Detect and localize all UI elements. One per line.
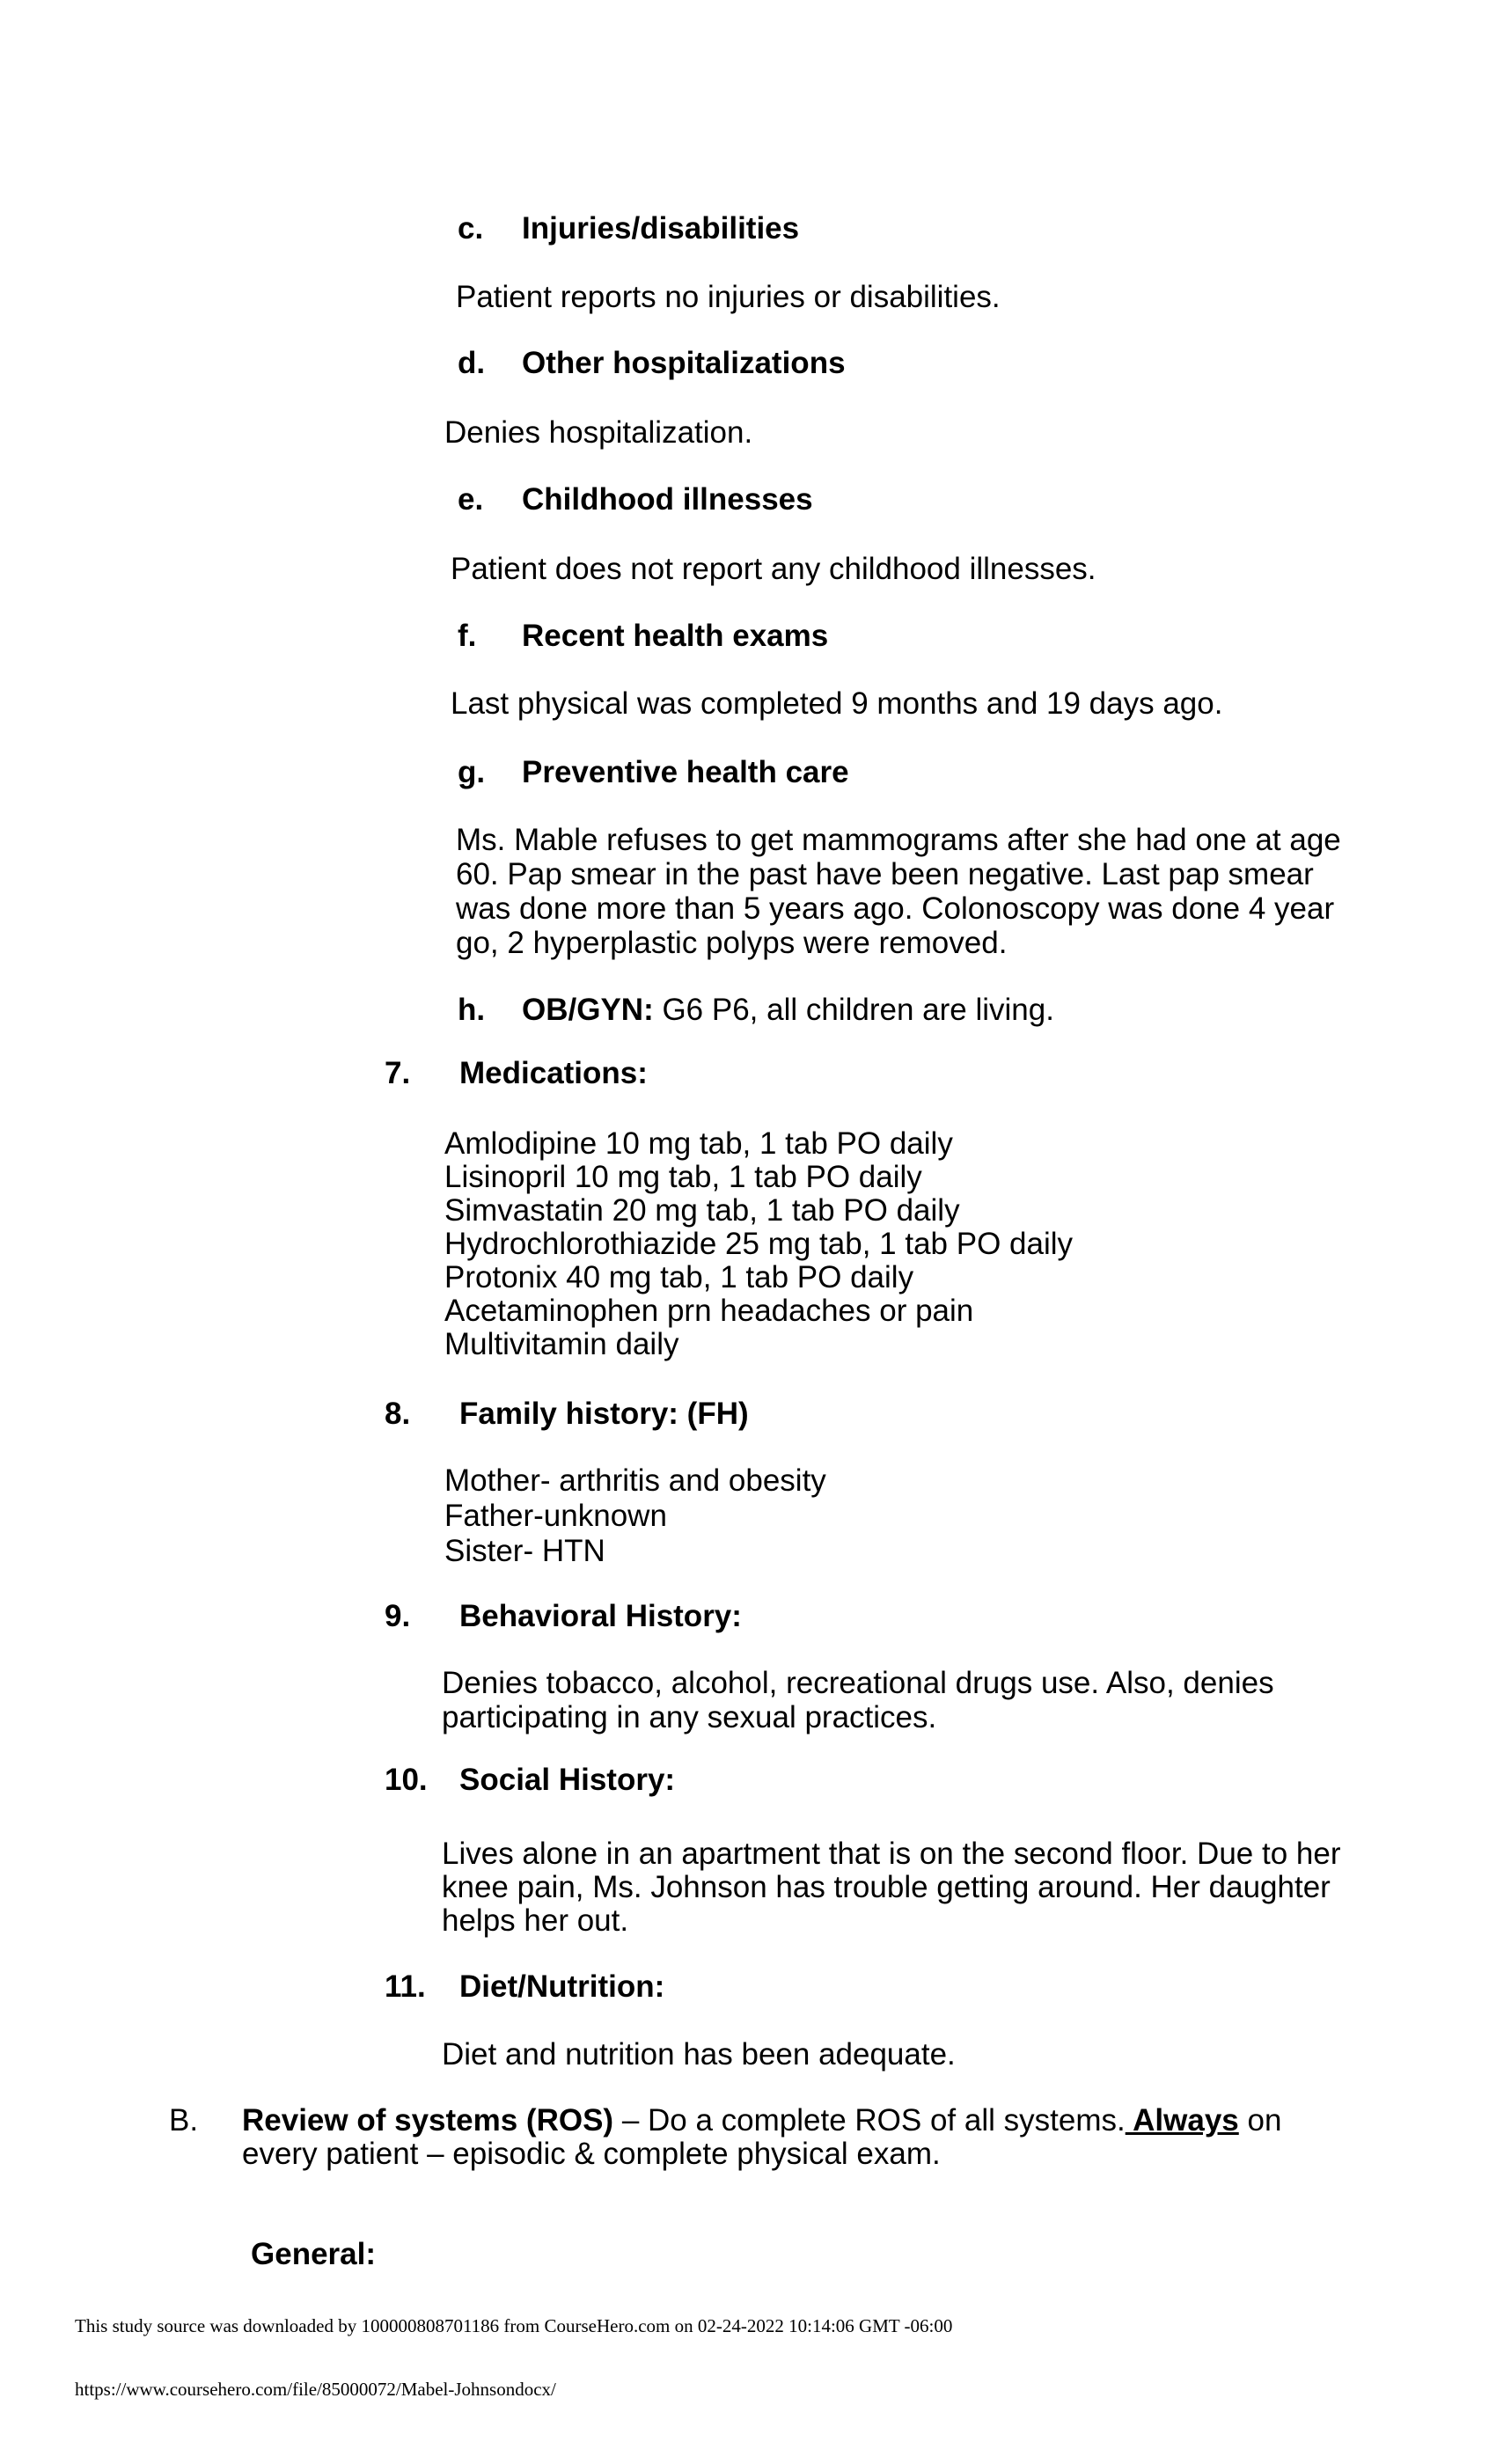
med-item-1: Amlodipine 10 mg tab, 1 tab PO daily [444, 1126, 953, 1161]
social-text-1: Lives alone in an apartment that is on the second floor. Due to her [442, 1837, 1341, 1871]
preventive-text-2: 60. Pap smear in the past have been negative. Last pap smear [456, 857, 1314, 891]
ros-bold-label: Review of systems (ROS) [242, 2103, 614, 2138]
social-text-2: knee pain, Ms. Johnson has trouble getting around. Her daughter [442, 1870, 1331, 1904]
med-item-7: Multivitamin daily [444, 1327, 679, 1361]
section-11-marker: 11. [385, 1969, 426, 2004]
social-line-2 [0, 1869, 1496, 1906]
section-9-marker: 9. [385, 1599, 411, 1633]
ros-line-1 [242, 2102, 1281, 2139]
childhood-paragraph: Patient does not report any childhood illnesses. [451, 552, 1096, 586]
obgyn-line [522, 992, 1054, 1029]
med-list-line-2 [0, 1159, 1496, 1196]
health-exams-paragraph: Last physical was completed 9 months and 19 days ago. [451, 686, 1223, 721]
injuries-paragraph-row [0, 279, 1496, 316]
ros-text: – Do a complete ROS of all systems. [613, 2103, 1126, 2138]
ros-row [0, 2102, 1496, 2139]
subsection-h-marker: h. [458, 993, 486, 1027]
obgyn-text: G6 P6, all children are living. [653, 993, 1054, 1027]
section-10-title: Social History: [459, 1763, 676, 1797]
behavioral-text-2: participating in any sexual practices. [442, 1700, 937, 1734]
behavioral-text-1: Denies tobacco, alcohol, recreational drugs use. Also, denies [442, 1666, 1274, 1700]
subsection-g-marker: g. [458, 755, 486, 789]
family-mother: Mother- arthritis and obesity [444, 1463, 826, 1498]
section-11-row [0, 1969, 1496, 2006]
section-7-marker: 7. [385, 1056, 411, 1090]
med-list-line-1 [0, 1126, 1496, 1162]
subsection-f-row [0, 618, 1496, 655]
subsection-c-title: Injuries/disabilities [522, 211, 800, 246]
med-item-6: Acetaminophen prn headaches or pain [444, 1294, 974, 1328]
social-line-1 [0, 1836, 1496, 1873]
behavioral-line-2 [0, 1699, 1496, 1736]
med-item-4: Hydrochlorothiazide 25 mg tab, 1 tab PO daily [444, 1227, 1073, 1261]
footer-download-notice: This study source was downloaded by 100000808701186 from CourseHero.com on 02-24-2022 10:14:06 GMT -06:00 [75, 2315, 953, 2336]
med-list-line-7 [0, 1326, 1496, 1363]
subsection-f-title: Recent health exams [522, 619, 829, 653]
hospitalizations-paragraph-row [0, 414, 1496, 451]
ros-always-underlined: Always [1125, 2103, 1239, 2138]
med-item-2: Lisinopril 10 mg tab, 1 tab PO daily [444, 1160, 922, 1194]
section-10-marker: 10. [385, 1763, 428, 1797]
social-line-3 [0, 1903, 1496, 1940]
med-list-line-4 [0, 1226, 1496, 1263]
med-item-3: Simvastatin 20 mg tab, 1 tab PO daily [444, 1193, 960, 1228]
med-list-line-5 [0, 1259, 1496, 1296]
section-7-title: Medications: [459, 1056, 648, 1090]
footer-url-row [0, 2378, 1496, 2401]
subsection-g-row [0, 754, 1496, 791]
subsection-f-marker: f. [458, 619, 477, 653]
health-exams-paragraph-row [0, 686, 1496, 722]
hospitalizations-paragraph: Denies hospitalization. [444, 415, 753, 450]
family-history-line-1 [0, 1463, 1496, 1500]
family-history-line-2 [0, 1498, 1496, 1535]
general-heading: General: [251, 2237, 376, 2271]
preventive-line-2 [0, 856, 1496, 893]
section-9-row [0, 1598, 1496, 1635]
obgyn-label: OB/GYN: [522, 993, 654, 1027]
preventive-line-3 [0, 891, 1496, 928]
subsection-e-row [0, 481, 1496, 518]
preventive-line-4 [0, 925, 1496, 962]
preventive-text-1: Ms. Mable refuses to get mammograms after she had one at age [456, 823, 1341, 857]
behavioral-line-1 [0, 1665, 1496, 1702]
subsection-d-row [0, 345, 1496, 382]
footer-download-row [0, 2314, 1496, 2337]
subsection-c-marker: c. [458, 211, 484, 246]
section-10-row [0, 1762, 1496, 1799]
family-history-line-3 [0, 1533, 1496, 1570]
med-list-line-3 [0, 1192, 1496, 1229]
subsection-e-marker: e. [458, 482, 484, 517]
subsection-g-title: Preventive health care [522, 755, 849, 789]
subsection-e-title: Childhood illnesses [522, 482, 813, 517]
ros-line-2: every patient – episodic & complete physical exam. [242, 2137, 941, 2171]
med-item-5: Protonix 40 mg tab, 1 tab PO daily [444, 1260, 914, 1294]
injuries-paragraph: Patient reports no injuries or disabilities. [456, 280, 1001, 314]
general-heading-row [0, 2236, 1496, 2273]
section-11-title: Diet/Nutrition: [459, 1969, 665, 2004]
social-text-3: helps her out. [442, 1903, 629, 1938]
ros-marker: B. [169, 2103, 199, 2138]
section-8-row [0, 1396, 1496, 1433]
ros-text-end: on [1238, 2103, 1282, 2138]
preventive-text-3: was done more than 5 years ago. Colonoscopy was done 4 year [456, 891, 1335, 926]
preventive-line-1 [0, 822, 1496, 859]
diet-paragraph: Diet and nutrition has been adequate. [442, 2037, 956, 2072]
section-8-marker: 8. [385, 1397, 411, 1431]
preventive-text-4: go, 2 hyperplastic polyps were removed. [456, 926, 1008, 960]
section-7-row [0, 1055, 1496, 1092]
childhood-paragraph-row [0, 551, 1496, 588]
subsection-d-marker: d. [458, 346, 486, 380]
diet-paragraph-row [0, 2036, 1496, 2073]
family-sister: Sister- HTN [444, 1534, 605, 1568]
footer-source-url: https://www.coursehero.com/file/85000072/Mabel-Johnsondocx/ [75, 2379, 556, 2400]
subsection-d-title: Other hospitalizations [522, 346, 846, 380]
subsection-c-row [0, 210, 1496, 247]
family-father: Father-unknown [444, 1499, 667, 1533]
med-list-line-6 [0, 1293, 1496, 1330]
section-8-title: Family history: (FH) [459, 1397, 749, 1431]
subsection-h-row [0, 992, 1496, 1029]
section-9-title: Behavioral History: [459, 1599, 742, 1633]
ros-line-2-row [0, 2136, 1496, 2173]
